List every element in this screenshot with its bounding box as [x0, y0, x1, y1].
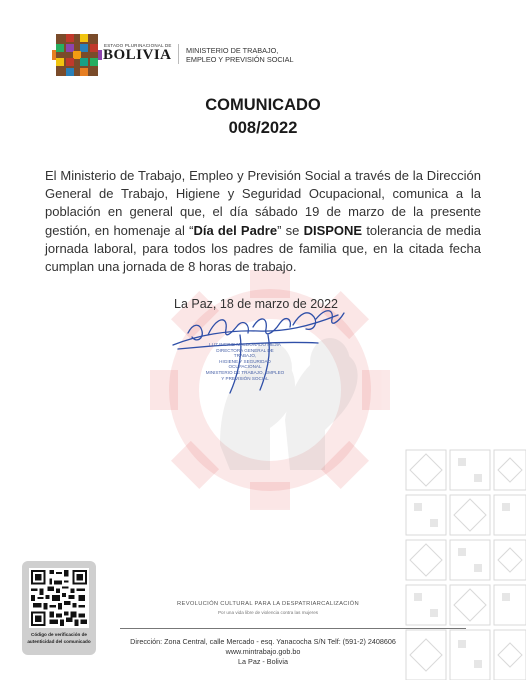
logo-title: BOLIVIA — [103, 47, 172, 63]
document-title: COMUNICADO — [205, 96, 321, 114]
qr-code-icon[interactable] — [29, 568, 89, 628]
stamp-title-line3: MINISTERIO DE TRABAJO, EMPLEO — [205, 369, 285, 375]
stamp-title-line4: Y PREVISIÓN SOCIAL — [221, 375, 269, 381]
logo-divider — [178, 44, 179, 64]
bolivia-emblem-icon — [52, 30, 102, 80]
stamp-title-line2: HIGIENE Y SEGURIDAD OCUPACIONAL — [219, 358, 271, 370]
stamp-name: LUZ INGRID MALDONADO MEJÍA — [209, 342, 281, 347]
footer-website-link[interactable]: www.mintrabajo.gob.bo — [225, 647, 301, 656]
body-text-part1: El Ministerio de Trabajo, Empleo y Previsión Social a través de la Dirección General de Trabajo, Higiene y Seguridad Ocupacional, comunica a la población en general que, el día sábado 19 de marzo de la presente gestión, en homenaje al “ — [45, 168, 481, 238]
campaign-subtitle: Por una vida libre de violencia contra las mujeres — [217, 610, 319, 615]
footer-city: La Paz - Bolivia — [238, 657, 288, 666]
stamp-title-line1: DIRECTORA GENERAL DE TRABAJO, — [216, 347, 274, 359]
body-highlight-dispone: DISPONE — [303, 222, 363, 238]
body-text-part3: tolerancia de media jornada laboral, para todos los padres de familia que, en la citada fecha cumplan una jornada de 8 horas de trabajo. — [45, 222, 482, 275]
qr-caption-line1: Código de verificación de — [31, 632, 87, 637]
footer-address: Dirección: Zona Central, calle Mercado - esq. Yanacocha S/N Telf: (591-2) 2408606 — [130, 637, 396, 646]
qr-caption-line2: autenticidad del comunicado — [27, 638, 91, 644]
campaign-slogan: REVOLUCIÓN CULTURAL PARA LA DESPATRIARCALIZACIÓN — [177, 601, 359, 607]
document-number: 008/2022 — [228, 119, 298, 137]
ministry-name-line2: EMPLEO Y PREVISIÓN SOCIAL — [186, 55, 294, 64]
footer-divider — [120, 628, 466, 629]
body-text-part2: ” se — [277, 222, 304, 238]
communique-body — [45, 167, 481, 276]
logo-subtitle: ESTADO PLURINACIONAL DE — [104, 43, 172, 48]
official-stamp — [205, 342, 285, 381]
document-date: La Paz, 18 de marzo de 2022 — [174, 297, 339, 311]
ministry-name-line1: MINISTERIO DE TRABAJO, — [186, 46, 279, 55]
body-highlight-dia-del-padre: Día del Padre — [193, 222, 278, 238]
